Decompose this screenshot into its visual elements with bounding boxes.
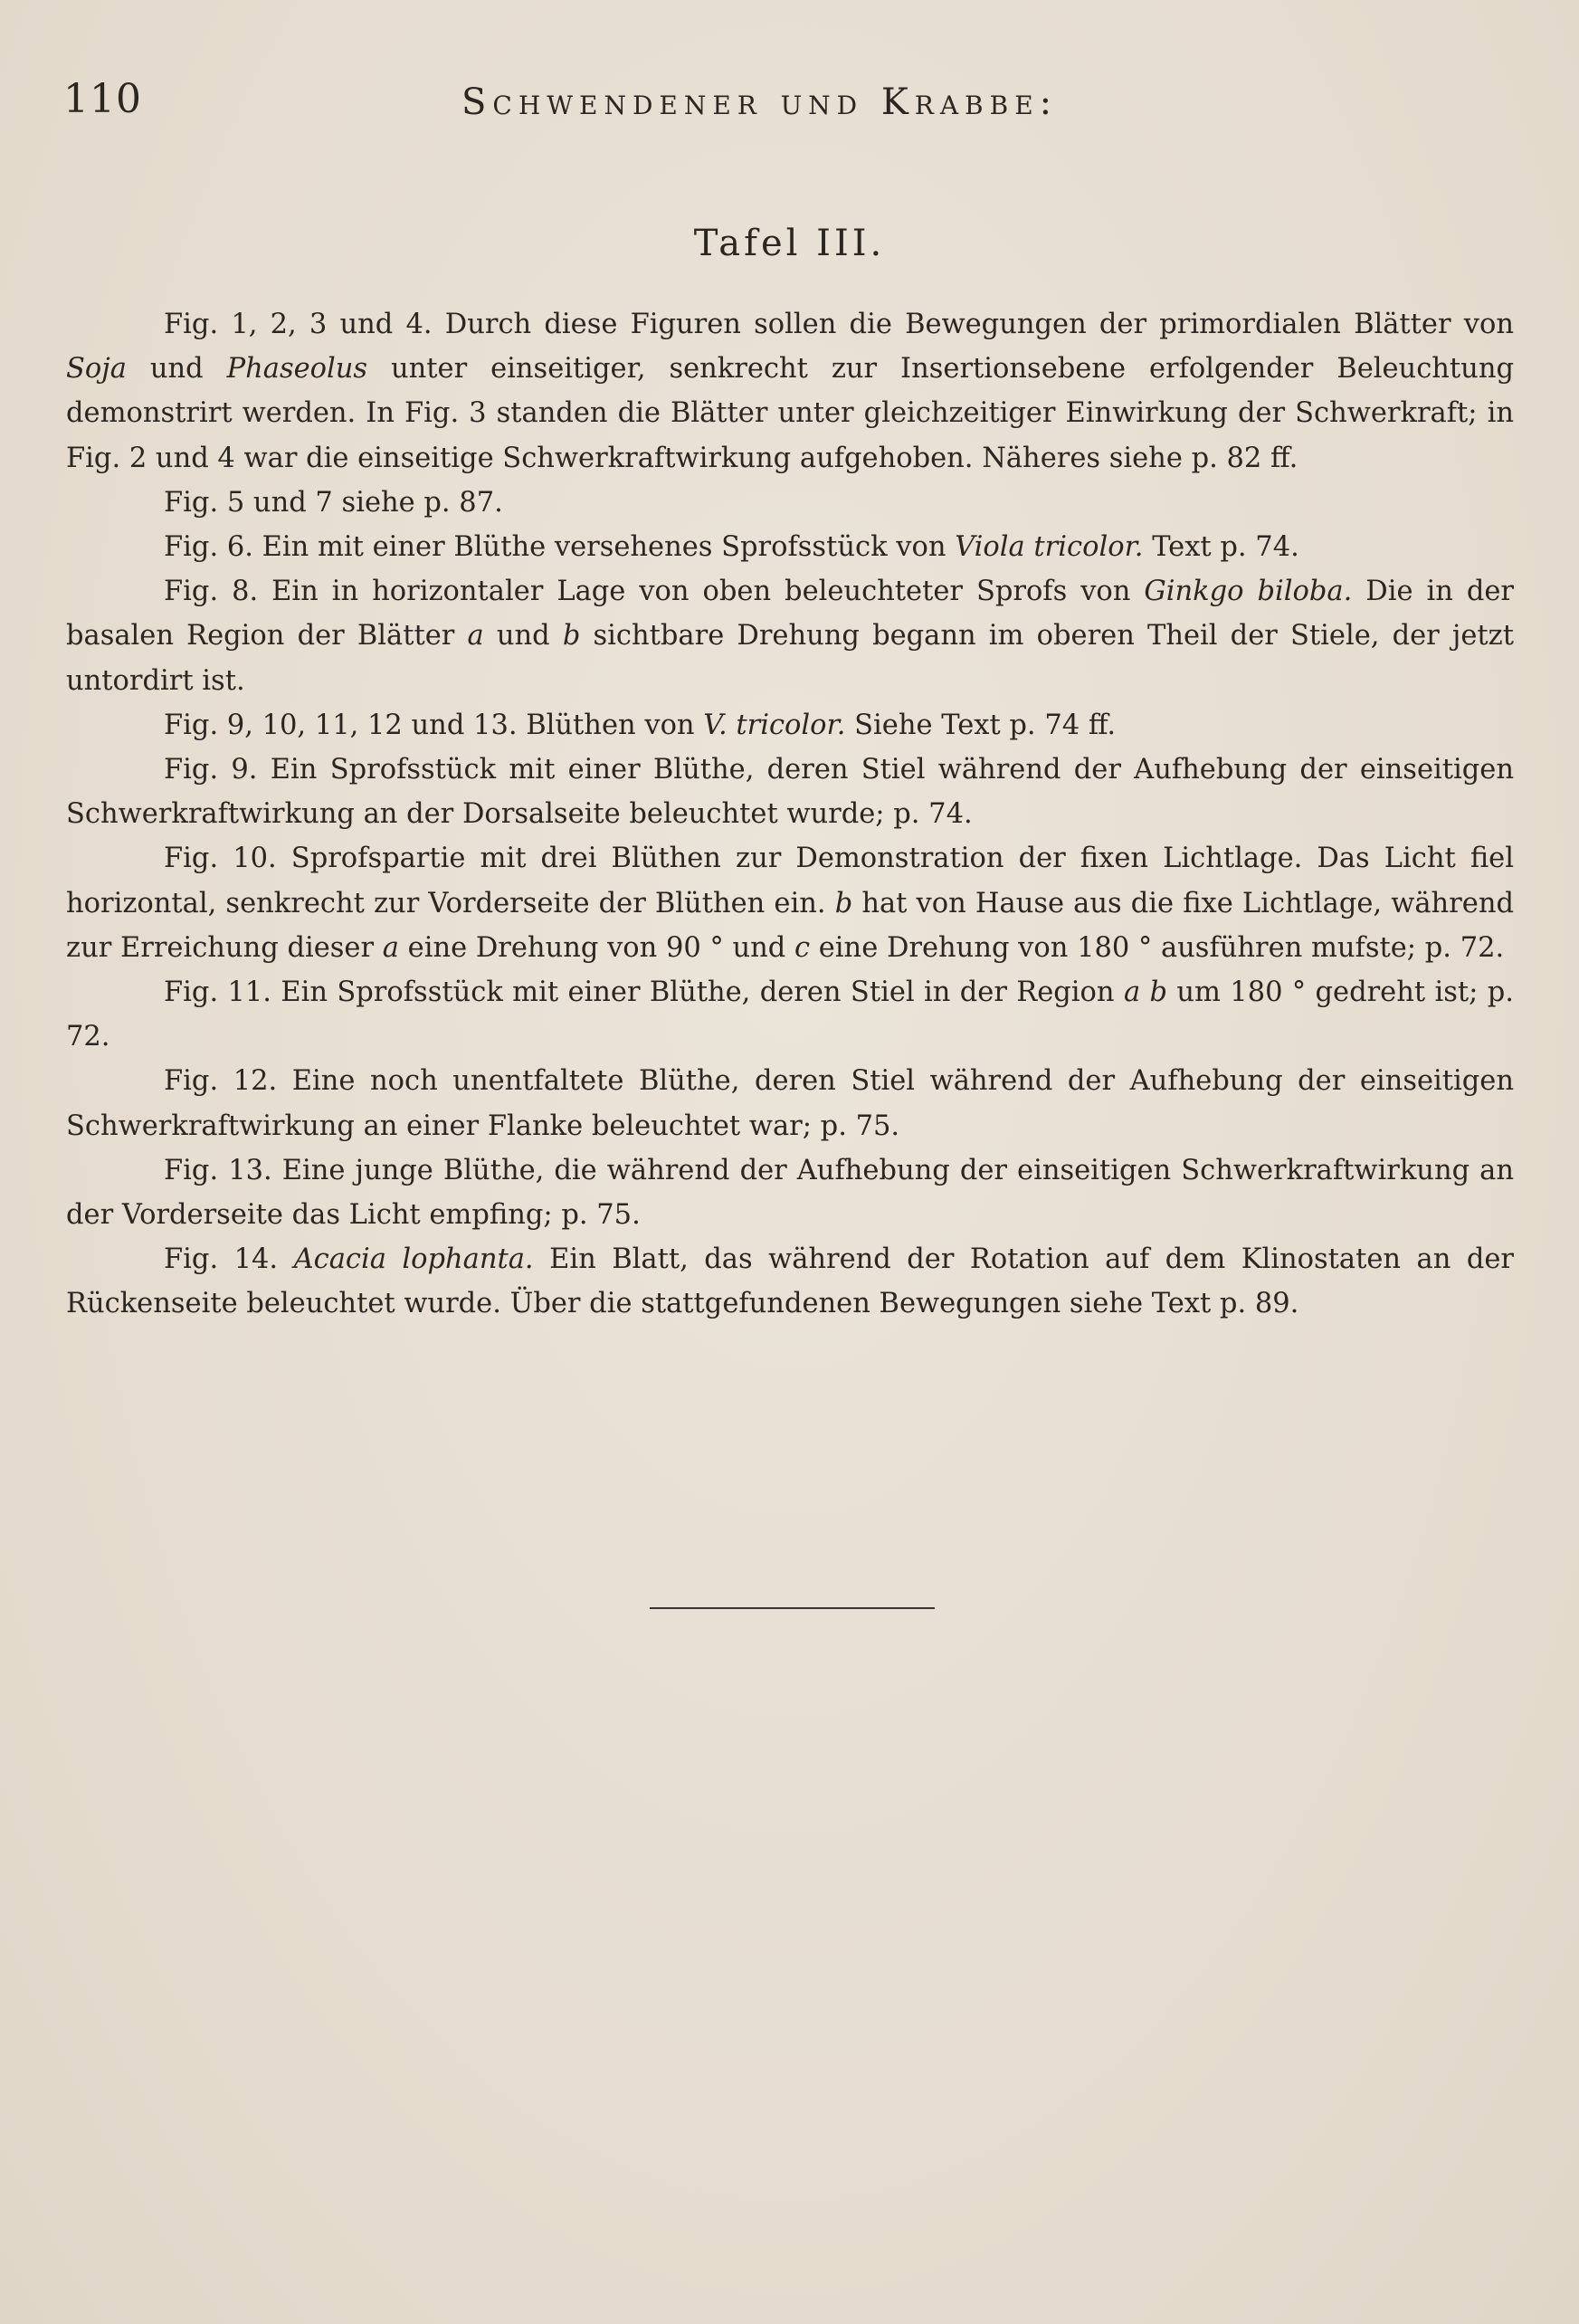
caption-text: Fig. 12. Eine noch unentfaltete Blüthe, deren Stiel während der Aufhebung der einseitigen Schwerkraftwirkung an einer Flanke beleuchtet war; p. 75. (66, 1065, 1514, 1142)
figure-caption (66, 970, 1514, 1059)
caption-text: Fig. 10. Sprofspartie mit drei Blüthen zur Demonstration der fixen Lichtlage. Das Licht fiel horizontal, senkrecht zur Vorderseite der Blüthen ein. (66, 843, 1514, 919)
caption-text: Text p. 74. (1143, 531, 1299, 564)
caption-text: Fig. 1, 2, 3 und 4. Durch diese Figuren sollen die Bewegungen der primordialen Blätter von (164, 309, 1514, 340)
caption-text: sichtbare Drehung begann im oberen Theil der Stiele, der jetzt untordirt ist. (66, 620, 1514, 697)
caption-text: unter einseitiger, senkrecht zur Insertionsebene erfolgender Beleuchtung demonstrirt werden. In Fig. 3 standen die Blätter unter gleichzeitiger Einwirkung der Schwerkraft; in Fig. 2 und 4 war die einseitige Schwerkraftwirkung aufgehoben. Näheres siehe p. 82 ff. (66, 353, 1514, 474)
caption-text: Fig. 11. Ein Sprofsstück mit einer Blüthe, deren Stiel in der Region (164, 976, 1124, 1009)
caption-italic-text: a b (1123, 976, 1168, 1009)
caption-text: hat von Hause aus die fixe Lichtlage, während zur Erreichung dieser (66, 887, 1514, 964)
figure-caption (66, 836, 1514, 970)
caption-text: eine Drehung von 90 ° und (398, 931, 794, 964)
caption-text: um 180 ° gedreht ist; p. 72. (66, 976, 1514, 1053)
caption-text: Ein Blatt, das während der Rotation auf dem Klinostaten an der Rückenseite beleuchtet wurde. Über die stattgefundenen Bewegungen siehe Text p. 89. (66, 1243, 1514, 1320)
page-number: 110 (63, 76, 142, 122)
caption-text: Fig. 6. Ein mit einer Blüthe versehenes Sprofsstück von (164, 531, 956, 564)
caption-text: Die in der basalen Region der Blätter (66, 576, 1514, 652)
plate-title: Tafel III. (693, 223, 886, 264)
caption-italic-text: Viola tricolor. (955, 531, 1144, 564)
figure-captions (66, 302, 1514, 1327)
figure-caption (66, 569, 1514, 703)
figure-caption (66, 525, 1514, 569)
caption-italic-text: Ginkgo biloba. (1144, 576, 1353, 608)
figure-caption (66, 1237, 1514, 1326)
caption-italic-text: V. tricolor. (703, 709, 846, 741)
figure-caption (66, 1059, 1514, 1148)
caption-text: eine Drehung von 180 ° ausführen mufste; p. 72. (810, 931, 1505, 964)
caption-italic-text: a (467, 620, 484, 652)
caption-text: Fig. 8. Ein in horizontaler Lage von oben beleuchteter Sprofs von (164, 576, 1145, 608)
caption-italic-text: b (834, 887, 853, 919)
figure-caption (66, 481, 1514, 525)
caption-italic-text: a (382, 931, 399, 964)
caption-italic-text: Phaseolus (226, 353, 368, 386)
figure-caption (66, 748, 1514, 836)
closing-rule (650, 1607, 935, 1609)
figure-caption (66, 1148, 1514, 1237)
caption-italic-text: c (794, 931, 811, 964)
page-header (63, 76, 1516, 130)
caption-text: Fig. 9, 10, 11, 12 und 13. Blüthen von (164, 709, 704, 741)
figure-caption (66, 703, 1514, 748)
caption-italic-text: b (562, 620, 581, 652)
caption-text: Siehe Text p. 74 ff. (845, 709, 1117, 741)
running-title: Schwendener und Krabbe: (461, 81, 1059, 123)
caption-text: Fig. 13. Eine junge Blüthe, die während der Aufhebung der einseitigen Schwerkraftwirkung an der Vorderseite das Licht empfing; p. 75. (66, 1154, 1514, 1232)
caption-text: Fig. 14. (164, 1243, 294, 1276)
figure-caption (66, 302, 1514, 481)
caption-text: Fig. 5 und 7 siehe p. 87. (164, 486, 503, 519)
caption-text: und (126, 353, 227, 386)
caption-italic-text: Acacia lophanta. (293, 1243, 534, 1276)
caption-text: Fig. 9. Ein Sprofsstück mit einer Blüthe, deren Stiel während der Aufhebung der einseitigen Schwerkraftwirkung an der Dorsalseite beleuchtet wurde; p. 74. (66, 754, 1514, 831)
caption-text: und (483, 620, 563, 652)
caption-italic-text: Soja (66, 353, 127, 386)
